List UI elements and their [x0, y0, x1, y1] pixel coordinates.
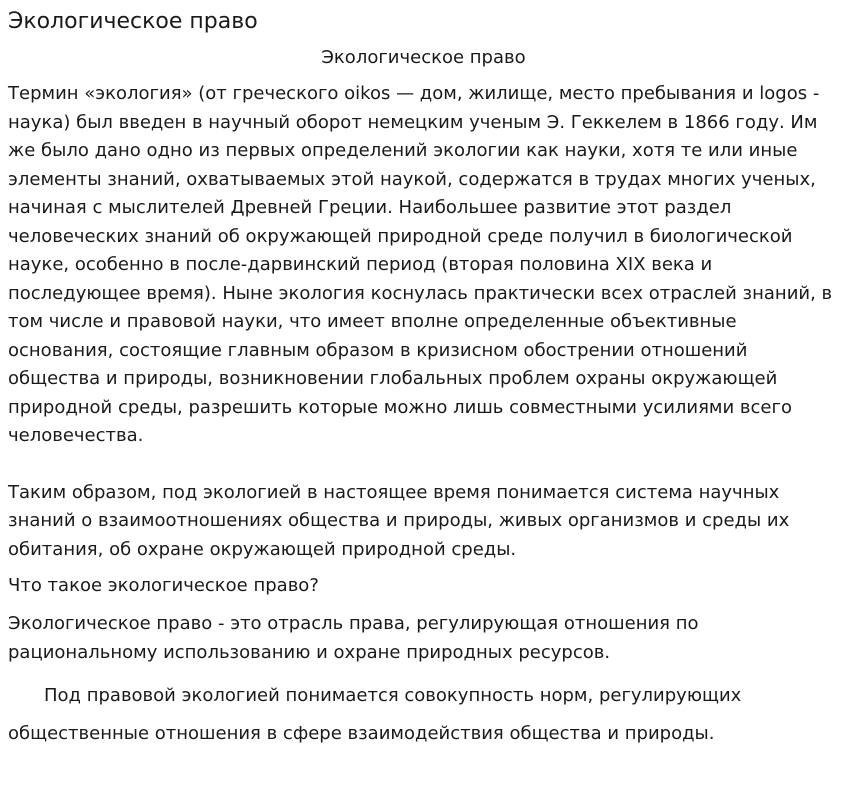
legal-ecology-paragraph: Под правовой экологией понимается совокупность норм, регулирующих общественные отношения в сфере взаимодействия общества и природы.	[8, 685, 742, 744]
page-title: Экологическое право	[8, 9, 258, 34]
question-heading: Что такое экологическое право?	[8, 575, 319, 596]
definition-paragraph: Экологическое право - это отрасль права, регулирующая отношения по рациональному использованию и охране природных ресурсов.	[8, 613, 699, 663]
document-subtitle: Экологическое право	[321, 47, 526, 68]
intro-paragraph: Термин «экология» (от греческого oikos — дом, жилище, место пребывания и logos - наука) был введен в научный оборот немецким ученым Э. Геккелем в 1866 году. Им же было дано одно из первых определений экологии как науки, хотя те или иные элементы знаний, охватываемых этой наукой, содержатся в трудах многих ученых, начиная с мыслителей Древней Греции. Наибольшее развитие этот раздел человеческих знаний об окружающей природной среде получил в биологической науке, особенно в после-дарвинский период (вторая половина XIX века и последующее время). Ныне экология коснулась практически всех отраслей знаний, в том числе и правовой науки, что имеет вполне определенные объективные основания, состоящие главным образом в кризисном обострении отношений общества и природы, возникновении глобальных проблем охраны окружающей природной среды, разрешить которые можно лишь совместными усилиями всего человечества.	[8, 83, 833, 446]
summary-paragraph: Таким образом, под экологией в настоящее время понимается система научных знаний о взаимоотношениях общества и природы, живых организмов и среды их обитания, об охране окружающей природной среды.	[8, 481, 790, 560]
